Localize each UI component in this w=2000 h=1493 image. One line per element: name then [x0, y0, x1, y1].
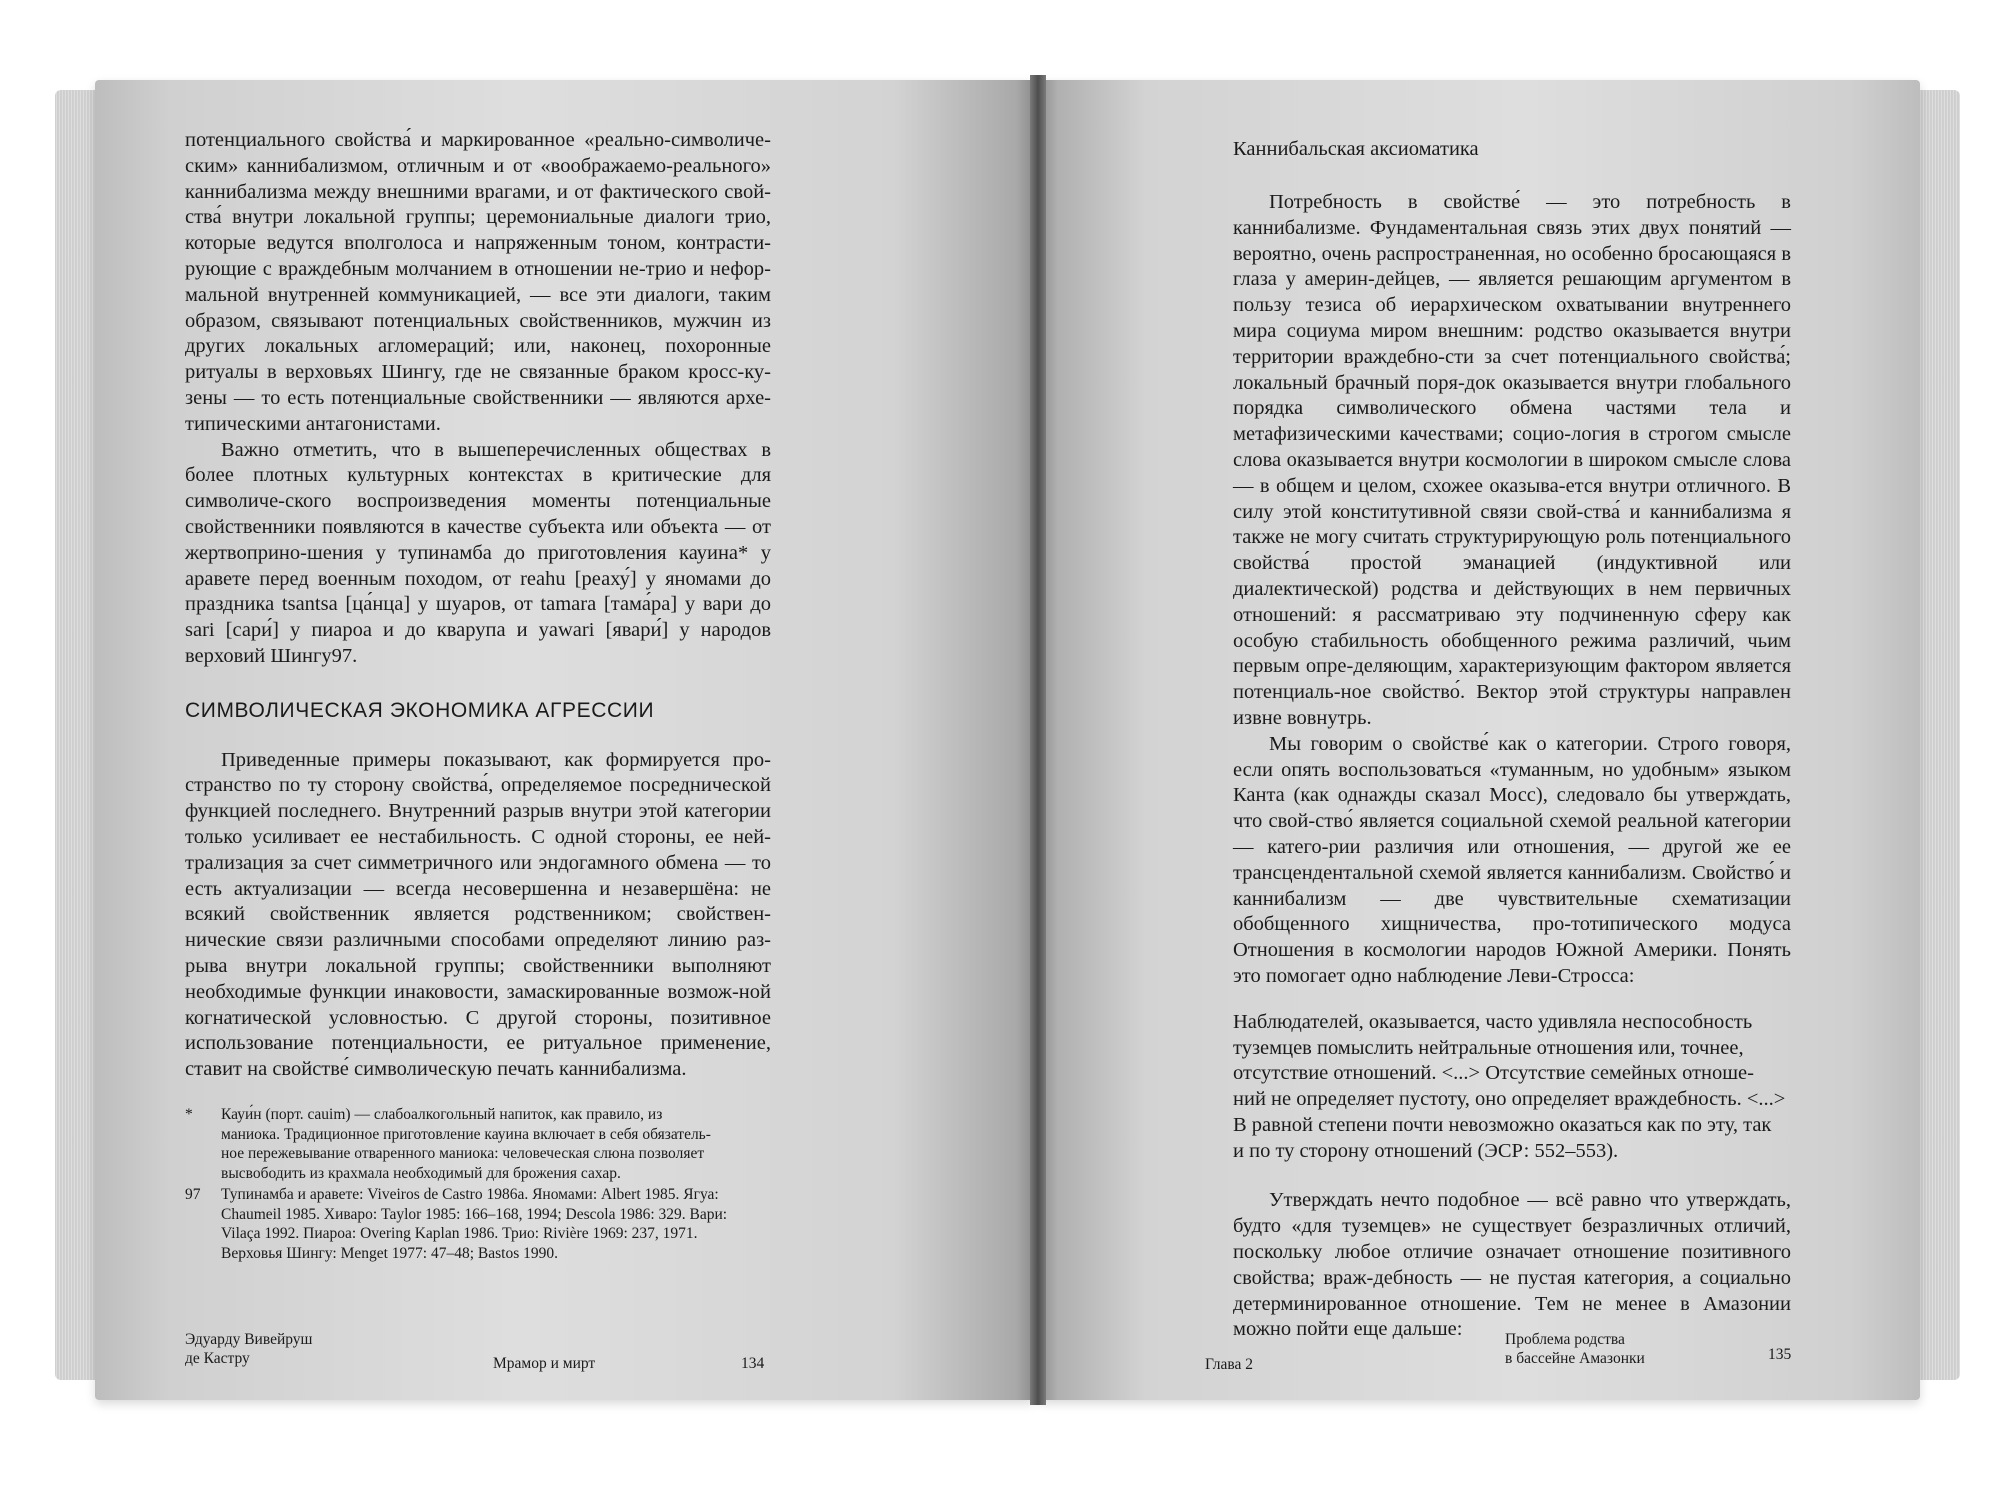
left-page-number: 134 — [741, 1355, 765, 1372]
text-line: любое отличие означает отношение позитивного свойства; враж- — [1233, 1241, 1792, 1289]
text-line: роль потенциального свойства́ простой эманацией (индуктивной — [1233, 526, 1792, 575]
text-line: или диалектической) родства и действующих в нем первичных — [1233, 552, 1792, 600]
text-line: Важно отметить, что в вышеперечисленных обществах в более — [185, 438, 771, 487]
quote-line: туземцев помыслить нейтральные отношения или, точнее, — [1233, 1036, 1744, 1059]
footnote-line: Vilaça 1992. Пиароа: Overing Kaplan 1986. Трио: Rivière 1969: 237, 1971. — [221, 1225, 698, 1242]
text-line: внешним: родство оказывается внутри территории враждебно- — [1233, 319, 1791, 368]
chapter-title-line-1: Проблема родства — [1505, 1331, 1625, 1348]
text-line: ского воспроизведения моменты потенциальные свойственники — [185, 490, 771, 538]
author-line-2: де Кастру — [185, 1350, 250, 1367]
footnote-text — [221, 1185, 771, 1263]
left-footer-book-title: Мрамор и мирт — [493, 1355, 596, 1372]
text-line: и до кварупа и yawari [явари́] у народов верховий Шингу97. — [185, 619, 771, 667]
text-line: ства́ внутри локальной группы; церемониальные диалоги трио, — [185, 206, 771, 229]
text-line: ритуалы в верховьях Шингу, где не связанные браком кросс-ку- — [185, 361, 771, 384]
text-line: из других локальных агломераций; или, наконец, похоронные — [185, 309, 771, 358]
text-line: ским» каннибализмом, отличным и от «воображаемо-реального» — [185, 154, 771, 177]
left-paragraph-2 — [185, 438, 771, 670]
text-line: логия в строгом смысле слова оказывается внутри космологии — [1233, 423, 1791, 471]
text-line: дейцев, — является решающим аргументом в пользу тезиса об — [1233, 268, 1791, 317]
left-paragraph-3 — [185, 748, 771, 1083]
text-line: док оказывается внутри глобального порядка символического — [1233, 371, 1792, 420]
left-page-body — [185, 128, 771, 1083]
text-line: «для туземцев» не существует безразличных отличий, поскольку — [1233, 1215, 1791, 1264]
text-line: Фундаментальная связь этих двух понятий — вероятно, очень — [1233, 216, 1791, 265]
text-line: только усиливает ее нестабильность. С одной стороны, ее ней- — [185, 825, 771, 848]
footnote-line: маниока. Традиционное приготовление кауина включает в себя обязатель- — [221, 1125, 711, 1143]
right-paragraph-3 — [1233, 1188, 1791, 1343]
quote-line: В равной степени почти невозможно оказаться как по эту, так — [1233, 1113, 1772, 1136]
text-line: образом, связывают потенциальных свойственников, мужчин — [185, 309, 742, 332]
footnote-line: Кауи́н (порт. cauim) — слабоалкогольный напиток, как правило, из — [221, 1106, 663, 1123]
text-line: отношение. Тем не менее в Амазонии можно пойти еще дальше: — [1233, 1292, 1791, 1341]
text-line: мальной внутренней коммуникацией, — все эти диалоги, таким — [185, 283, 771, 306]
text-line: в широком смысле слова — в общем и целом, схожее оказыва- — [1233, 448, 1792, 497]
text-line: деляющим, характеризующим фактором является потенциаль- — [1233, 655, 1791, 704]
text-line: обмена частями тела и метафизическими качествами; социо- — [1233, 397, 1791, 446]
footnotes — [185, 1105, 771, 1265]
footnote-line: Тупинамба и аравете: Viveiros de Castro 1986a. Яномами: Albert 1985. Ягуа: — [221, 1186, 719, 1203]
text-line: типическими антагонистами. — [185, 412, 441, 435]
author-line-1: Эдуарду Вивейруш — [185, 1331, 313, 1348]
text-line: потенциального свойства́ и маркированное «реально-символиче- — [185, 129, 771, 151]
section-heading: СИМВОЛИЧЕСКАЯ ЭКОНОМИКА АГРЕССИИ — [185, 698, 655, 722]
text-line: стабильность обобщенного режима различий, чьим первым опре- — [1233, 629, 1792, 678]
right-footer-chapter-title — [1505, 1330, 1645, 1368]
text-line: Потребность в свойстве́ — это потребность в каннибализме. — [1233, 191, 1791, 239]
text-line: опять воспользоваться «туманным, но удобным» языком Канта — [1233, 758, 1791, 807]
footnote-line: Chaumeil 1985. Хиваро: Taylor 1985: 166–168, 1994; Descola 1986: 329. Вари: — [221, 1205, 728, 1223]
quote-line: и по ту сторону отношений (ЭСР: 552–553). — [1233, 1139, 1619, 1162]
text-line: зены — то есть потенциальные свойственники — являются архе- — [185, 386, 771, 409]
footnote-line: ное пережевывание отваренного маниока: человеческая слюна позволяет — [221, 1145, 705, 1162]
right-paragraph-1 — [1233, 190, 1791, 732]
text-line: которые ведутся вполголоса и напряженным тоном, контрасти- — [185, 232, 771, 255]
text-line: ства́ и каннибализма я также не могу считать структурирующую — [1233, 500, 1792, 549]
text-line: ется внутри отличного. В силу этой конститутивной связи свой- — [1233, 474, 1791, 523]
chapter-title-line-2: в бассейне Амазонки — [1505, 1350, 1645, 1367]
text-line: Америки. Понять это помогает одно наблюдение Леви-Стросса: — [1233, 939, 1791, 987]
text-line: Приведенные примеры показывают, как формируется про- — [221, 748, 771, 771]
text-line: схемой является каннибализм. Свойство́ и каннибализм — две — [1233, 861, 1792, 910]
text-line: нические связи различными способами определяют линию раз- — [185, 929, 771, 952]
footnote-line: Верховья Шингу: Menget 1977: 47–48; Bastos 1990. — [221, 1244, 559, 1262]
right-page-number: 135 — [1768, 1346, 1792, 1363]
right-footer-chapter: Глава 2 — [1205, 1356, 1254, 1373]
text-line: ное свойство́. Вектор этой структуры направлен извне вовнутрь. — [1233, 681, 1791, 729]
book-spine — [1030, 75, 1046, 1405]
text-line: каннибализма между внешними врагами, и от фактического свой- — [185, 180, 771, 203]
text-line: [ца́нца] у шуаров, от tamara [тама́ра] у вари до sari [сари́] у пиароа — [185, 593, 771, 642]
text-line: не всякий свойственник является родственником; свойствен- — [185, 877, 772, 926]
text-line: чувствительные схематизации обобщенного хищничества, про- — [1233, 887, 1791, 936]
footnote-mark: 97 — [185, 1186, 201, 1203]
text-line: рующие с враждебным молчанием в отношении не-трио и нефор- — [185, 257, 771, 280]
footnote-text — [221, 1105, 771, 1183]
block-quote — [1233, 1010, 1791, 1165]
right-paragraph-2 — [1233, 732, 1791, 990]
text-line: рыва внутри локальной группы; свойственники выполняют — [185, 954, 771, 977]
text-line: распространенная, но особенно бросающаяся в глаза у америн- — [1233, 242, 1792, 291]
text-line: сти за счет потенциального свойства́; локальный брачный поря- — [1233, 345, 1791, 394]
quote-line: ний не определяет пустоту, оно определяет враждебность. <...> — [1233, 1088, 1786, 1111]
text-line: странство по ту сторону свойства́, определяемое посреднической — [185, 774, 771, 797]
text-line: (как однажды сказал Мосс), следовало бы утверждать, что свой- — [1233, 784, 1791, 833]
text-line: рии различия или отношения, — другой же ее трансцендентальной — [1233, 835, 1792, 884]
footnote-line: высвободить из крахмала необходимый для брожения сахар. — [221, 1164, 621, 1182]
text-line: плотных культурных контекстах в критические для символиче- — [185, 464, 771, 513]
left-footer-author — [185, 1330, 312, 1368]
running-head: Каннибальская аксиоматика — [1233, 138, 1479, 160]
right-page-body — [1233, 190, 1791, 1343]
left-paragraph-1 — [185, 128, 771, 438]
text-line: необходимые функции инаковости, замаскированные возмож- — [185, 980, 739, 1003]
text-line: то есть актуализации — всегда несовершенна и незавершёна: — [185, 851, 771, 900]
text-line: Мы говорим о свойстве́ как о категории. Строго говоря, если — [1233, 732, 1791, 781]
text-line: использование потенциальности, ее ритуальное применение, — [185, 1032, 771, 1055]
text-line: появляются в качестве субъекта или объекта — от жертвоприно- — [185, 515, 771, 564]
text-line: ной когнатической условностью. С другой стороны, позитивное — [185, 980, 771, 1029]
footnote-mark: * — [185, 1106, 193, 1123]
quote-line: Наблюдателей, оказывается, часто удивляла неспособность — [1233, 1010, 1753, 1033]
footnote — [185, 1105, 771, 1183]
text-line: ство́ является социальной схемой реальной категории — катего- — [1233, 810, 1791, 858]
text-line: шения у тупинамба до приготовления кауина* у аравете перед — [185, 541, 771, 590]
text-line: трализация за счет симметричного или эндогамного обмена — — [185, 851, 746, 874]
text-line: тотипического модуса Отношения в космологии народов Южной — [1233, 913, 1791, 962]
text-line: Утверждать нечто подобное — всё равно что утверждать, будто — [1233, 1189, 1791, 1238]
text-line: иерархическом охватывании внутреннего мира социума миром — [1233, 294, 1791, 342]
text-line: функцией последнего. Внутренний разрыв внутри этой категории — [185, 800, 771, 823]
text-line: ставит на свойстве́ символическую печать каннибализма. — [185, 1058, 687, 1081]
text-line: дебность — не пустая категория, а социально детерминированное — [1233, 1266, 1792, 1315]
text-line: военным походом, от reahu [реаху́] у яномами до праздника tsantsa — [185, 567, 772, 616]
footnote — [185, 1185, 771, 1263]
quote-line: отсутствие отношений. <...> Отсутствие семейных отноше- — [1233, 1062, 1754, 1085]
text-line: отношений: я рассматриваю эту подчиненную сферу как особую — [1233, 603, 1791, 652]
